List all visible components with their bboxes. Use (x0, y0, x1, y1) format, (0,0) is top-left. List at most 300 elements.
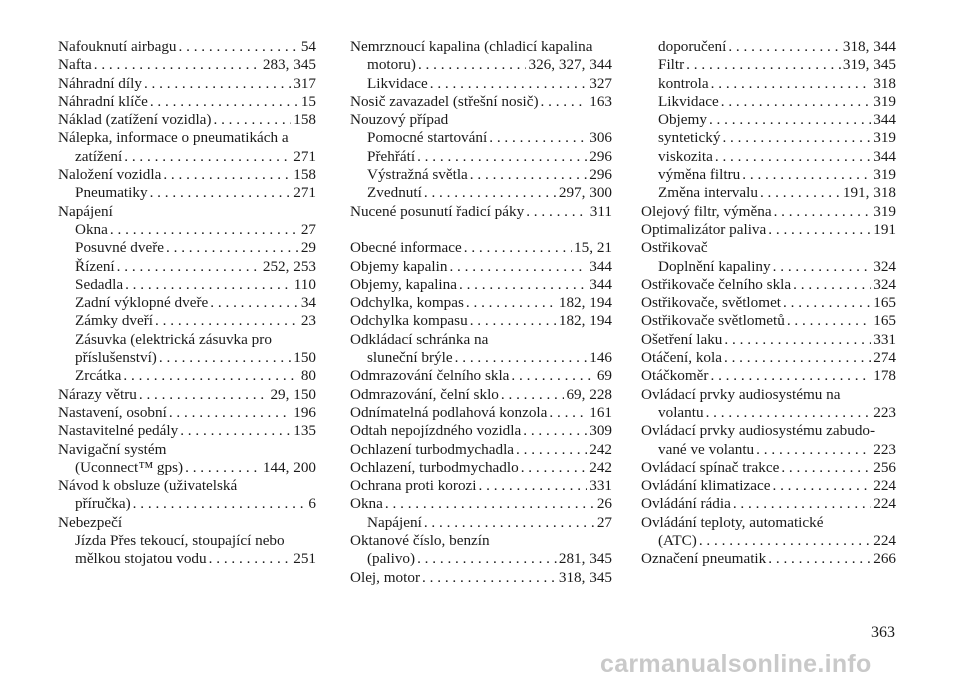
index-entry (58, 75, 316, 93)
index-term: Ošetření laku (641, 330, 723, 348)
index-entry-line (350, 569, 612, 587)
index-page-ref: 224 (873, 532, 896, 550)
dot-leader (787, 312, 871, 330)
dot-leader (742, 166, 871, 184)
index-entry-line (350, 495, 612, 513)
index-term: Ovládací prvky audiosystému na (641, 385, 841, 403)
index-subentry (58, 349, 316, 367)
index-term: Ostřikovače, světlomet (641, 294, 782, 312)
index-entry-line (58, 111, 316, 129)
index-entry (58, 422, 316, 440)
index-entry-continuation (350, 56, 612, 74)
index-term: Jízda Přes tekoucí, stoupající nebo (75, 532, 285, 550)
page-number: 363 (871, 624, 895, 641)
index-entry-line (58, 386, 316, 404)
dot-leader (774, 203, 872, 221)
index-page-ref: 163 (589, 92, 612, 110)
index-term: syntetický (658, 129, 721, 147)
index-page-ref: 223 (873, 440, 896, 458)
index-term: kontrola (658, 74, 709, 92)
index-term: Naložení vozidla (58, 166, 162, 184)
index-entry (350, 294, 612, 312)
index-entry-line (641, 367, 896, 385)
index-term: výměna filtru (658, 166, 741, 184)
index-term: Odmrazování čelního skla (350, 367, 510, 385)
index-page-ref: 158 (293, 166, 316, 184)
index-entry (350, 203, 612, 221)
dot-leader (721, 93, 871, 111)
index-term: motoru) (367, 56, 416, 74)
index-entry (58, 441, 316, 478)
index-entry (350, 312, 612, 330)
dot-leader (133, 495, 307, 513)
index-entry-line (641, 349, 896, 367)
index-page-ref: 331 (589, 477, 612, 495)
dot-leader (466, 294, 557, 312)
index-entry (641, 276, 896, 294)
index-term: Pneumatiky (75, 184, 148, 202)
index-term: (ATC) (658, 532, 697, 550)
index-subentry (58, 367, 316, 385)
index-entry (350, 441, 612, 459)
dot-leader (783, 294, 871, 312)
watermark-logo-text: carmanualsonline.info (600, 650, 872, 678)
dot-leader (180, 422, 291, 440)
index-page-ref: 135 (293, 422, 316, 440)
index-term: zatížení (75, 147, 123, 165)
dot-leader (159, 349, 291, 367)
index-subentry (641, 111, 896, 129)
index-subentry (641, 56, 896, 74)
dot-leader (209, 550, 292, 568)
index-term: Oktanové číslo, benzín (350, 532, 490, 550)
index-entry (641, 550, 896, 568)
index-term: Náhradní díly (58, 74, 142, 92)
dot-leader (125, 276, 292, 294)
index-term: Objemy kapalin (350, 257, 448, 275)
index-subentry (641, 258, 896, 276)
dot-leader (470, 312, 557, 330)
index-entry (641, 148, 896, 166)
index-term: Řízení (75, 257, 115, 275)
dot-leader (417, 550, 557, 568)
index-entry-line (350, 441, 612, 459)
index-page-ref: 274 (873, 349, 896, 367)
index-term: Nárazy větru (58, 385, 137, 403)
index-page-ref: 182, 194 (558, 312, 612, 330)
index-term: Odchylka, kompas (350, 294, 464, 312)
index-entry (58, 111, 316, 129)
index-entry-line (641, 239, 896, 257)
index-term: Okna (350, 495, 383, 513)
index-entry (58, 404, 316, 422)
index-entry-line (350, 203, 612, 221)
dot-leader (213, 111, 291, 129)
index-entry (350, 495, 612, 513)
index-term: (Uconnect™ gps) (75, 458, 184, 476)
index-entry-line (641, 459, 896, 477)
index-term: Náhradní klíče (58, 92, 148, 110)
index-entry (350, 569, 612, 587)
index-subentry (350, 148, 612, 166)
index-entry (58, 203, 316, 221)
index-entry-line (58, 166, 316, 184)
dot-leader (179, 38, 299, 56)
index-entry (641, 514, 896, 551)
index-term: Pomocné startování (367, 129, 488, 147)
index-entry (641, 312, 896, 330)
index-entry (350, 184, 612, 202)
dot-leader (523, 422, 587, 440)
index-page-ref: 69 (596, 367, 612, 385)
index-entry-line (641, 294, 896, 312)
index-page-ref: 297, 300 (558, 184, 612, 202)
index-term: Okna (75, 220, 108, 238)
index-term: Ostřikovače čelního skla (641, 275, 792, 293)
index-entry (58, 312, 316, 330)
index-entry-continuation (58, 459, 316, 477)
dot-leader (470, 166, 587, 184)
index-term: Napájení (58, 202, 113, 220)
index-page-ref: 271 (293, 147, 316, 165)
index-page-ref: 256 (873, 458, 896, 476)
index-entry-line (641, 550, 896, 568)
index-page-ref: 224 (873, 477, 896, 495)
dot-leader (123, 367, 298, 385)
index-entry-line (641, 422, 896, 440)
index-entry (641, 111, 896, 129)
dot-leader (709, 111, 871, 129)
index-entry (58, 184, 316, 202)
index-subentry (350, 184, 612, 202)
index-entry (350, 148, 612, 166)
index-page-ref: 29 (300, 239, 316, 257)
index-entry-line (350, 239, 612, 257)
dot-leader (773, 258, 872, 276)
index-entry-line (58, 514, 316, 532)
index-entry-continuation (641, 441, 896, 459)
index-page-ref: 296 (589, 147, 612, 165)
index-page-ref: 326, 327, 344 (528, 56, 612, 74)
index-term: Zvednutí (367, 184, 422, 202)
index-term: Nemrznoucí kapalina (chladicí kapalina (350, 38, 593, 55)
dot-leader (501, 386, 565, 404)
dot-leader (150, 93, 299, 111)
index-entry (350, 422, 612, 440)
index-entry-line (350, 367, 612, 385)
index-entry (350, 459, 612, 477)
index-page-ref: 146 (589, 349, 612, 367)
dot-leader (756, 441, 871, 459)
index-page-ref: 344 (873, 147, 896, 165)
index-term: Olejový filtr, výměna (641, 202, 772, 220)
index-entry-line (350, 38, 612, 56)
index-entry-line (350, 422, 612, 440)
index-term: Filtr (658, 56, 685, 74)
index-entry-line (58, 422, 316, 440)
index-page-ref: 165 (873, 312, 896, 330)
index-page-ref: 150 (293, 349, 316, 367)
dot-leader (711, 75, 872, 93)
index-page-ref: 281, 345 (558, 550, 612, 568)
dot-leader (117, 258, 261, 276)
index-entry (641, 495, 896, 513)
index-entry (641, 477, 896, 495)
index-term: Ochrana proti korozi (350, 477, 477, 495)
index-term: Sedadla (75, 275, 124, 293)
index-subentry (58, 276, 316, 294)
index-entry (58, 294, 316, 312)
index-term: Navigační systém (58, 440, 167, 458)
index-entry (58, 129, 316, 166)
index-entry-line (350, 111, 612, 129)
index-term: Nálepka, informace o pneumatikách a (58, 129, 289, 147)
index-page-ref: 144, 200 (262, 458, 316, 476)
index-subentry (58, 550, 316, 568)
index-page-ref: 324 (873, 257, 896, 275)
index-term: viskozita (658, 147, 713, 165)
index-entry (58, 331, 316, 368)
index-page-ref: 191 (873, 220, 896, 238)
index-page-ref: 324 (873, 275, 896, 293)
index-page-ref: 317 (293, 74, 316, 92)
index-page-ref: 344 (589, 275, 612, 293)
dot-leader (139, 386, 269, 404)
index-entry (641, 221, 896, 239)
index-term: Přehřátí (367, 147, 416, 165)
index-entry-line (350, 331, 612, 349)
dot-leader (511, 367, 594, 385)
index-entry (641, 38, 896, 56)
index-entry (641, 184, 896, 202)
index-entry (641, 166, 896, 184)
index-entry (350, 111, 612, 129)
dot-leader (144, 75, 291, 93)
index-column-1 (58, 38, 316, 569)
index-term: volantu (658, 403, 704, 421)
index-entry (641, 367, 896, 385)
index-page-ref: 161 (589, 403, 612, 421)
dot-leader (489, 129, 587, 147)
index-term: Odnímatelná podlahová konzola (350, 403, 548, 421)
dot-leader (210, 294, 299, 312)
index-page-ref: 15 (300, 92, 316, 110)
dot-leader (724, 349, 871, 367)
index-term: Ovládání teploty, automatické (641, 513, 824, 531)
dot-leader (521, 459, 588, 477)
index-term: Odtah nepojízdného vozidla (350, 422, 522, 440)
index-entry-line (641, 514, 896, 532)
index-entry-line (641, 203, 896, 221)
dot-leader (706, 404, 872, 422)
index-subentry (58, 532, 316, 550)
index-entry (58, 477, 316, 514)
index-column-2 (350, 38, 612, 587)
index-entry-line (641, 331, 896, 349)
index-entry (350, 129, 612, 147)
index-page-ref: 344 (873, 111, 896, 129)
index-entry (641, 129, 896, 147)
index-page-ref: 23 (300, 312, 316, 330)
index-page-ref: 252, 253 (262, 257, 316, 275)
index-page-ref: 319, 345 (842, 56, 896, 74)
index-entry (58, 386, 316, 404)
dot-leader (541, 93, 588, 111)
index-entry (350, 367, 612, 385)
index-entry (641, 56, 896, 74)
index-entry (350, 38, 612, 75)
index-page-ref: 34 (300, 294, 316, 312)
index-page-ref: 223 (873, 403, 896, 421)
index-entry (350, 386, 612, 404)
index-entry-line (641, 312, 896, 330)
index-term: Odmrazování, čelní sklo (350, 385, 499, 403)
dot-leader (686, 56, 841, 74)
index-subentry (350, 75, 612, 93)
dot-leader (166, 239, 299, 257)
dot-leader (155, 312, 299, 330)
index-entry-line (641, 276, 896, 294)
index-entry-line (350, 93, 612, 111)
index-page-ref: 26 (596, 495, 612, 513)
index-page-ref: 296 (589, 166, 612, 184)
index-subentry (641, 129, 896, 147)
index-entry-continuation (350, 550, 612, 568)
index-page-ref: 318, 344 (842, 38, 896, 55)
index-entry (350, 331, 612, 368)
index-page-ref: 196 (293, 403, 316, 421)
dot-leader (760, 184, 841, 202)
index-term: Odchylka kompasu (350, 312, 468, 330)
index-entry-line (350, 404, 612, 422)
index-entry-continuation (641, 532, 896, 550)
index-subentry (58, 331, 316, 349)
index-term: Výstražná světla (367, 166, 468, 184)
dot-leader (449, 258, 587, 276)
index-entry (58, 221, 316, 239)
dot-leader (430, 75, 587, 93)
index-entry-line (641, 477, 896, 495)
index-term: Likvidace (367, 74, 428, 92)
index-subentry (58, 258, 316, 276)
index-entry-line (58, 56, 316, 74)
index-term: Nosič zavazadel (střešní nosič) (350, 92, 539, 110)
index-page-ref: 178 (873, 367, 896, 385)
index-page-ref: 266 (873, 550, 896, 568)
dot-leader (768, 221, 871, 239)
index-term: Doplnění kapaliny (658, 257, 771, 275)
index-entry (641, 75, 896, 93)
index-entry (58, 239, 316, 257)
index-entry-continuation (350, 349, 612, 367)
dot-leader (793, 276, 871, 294)
index-entry-line (350, 276, 612, 294)
index-term: Ochlazení, turbodmychadlo (350, 458, 519, 476)
index-term: Ovládací spínač trakce (641, 458, 780, 476)
index-entry-line (350, 532, 612, 550)
index-subentry (641, 93, 896, 111)
dot-leader (549, 404, 587, 422)
dot-leader (728, 38, 841, 56)
index-term: Odkládací schránka na (350, 330, 489, 348)
index-entry-line (350, 258, 612, 276)
index-entry (350, 239, 612, 257)
dot-leader (699, 532, 871, 550)
index-term: Olej, motor (350, 568, 421, 586)
index-term: Zrcátka (75, 367, 122, 385)
index-entry (350, 514, 612, 532)
index-term: Zásuvka (elektrická zásuvka pro (75, 330, 272, 348)
index-page-ref: 251 (293, 550, 316, 568)
index-page-ref: 15, 21 (574, 239, 612, 257)
index-page-ref: 69, 228 (566, 385, 612, 403)
dot-leader (724, 331, 871, 349)
index-entry (641, 386, 896, 423)
dot-leader (163, 166, 291, 184)
index-term: Zadní výklopné dveře (75, 294, 209, 312)
index-entry (641, 459, 896, 477)
index-entry-line (350, 312, 612, 330)
index-entry-line (58, 203, 316, 221)
dot-leader (424, 184, 557, 202)
index-entry (350, 477, 612, 495)
index-subentry (58, 312, 316, 330)
dot-leader (768, 550, 871, 568)
index-page-ref: 319 (873, 202, 896, 220)
index-page-ref: 306 (589, 129, 612, 147)
index-entry (58, 367, 316, 385)
index-term: Nucené posunutí řadicí páky (350, 202, 525, 220)
index-entry-continuation (641, 404, 896, 422)
dot-leader (459, 276, 587, 294)
index-term: Zámky dveří (75, 312, 154, 330)
index-entry (641, 239, 896, 257)
index-entry-line (58, 75, 316, 93)
index-subentry (641, 75, 896, 93)
index-page-ref: 319 (873, 92, 896, 110)
dot-leader (417, 148, 587, 166)
index-page-ref: 182, 194 (558, 294, 612, 312)
index-term: vané ve volantu (658, 440, 755, 458)
index-entry (58, 38, 316, 56)
index-entry (58, 258, 316, 276)
index-term: Otáčení, kola (641, 349, 722, 367)
index-entry (58, 532, 316, 569)
index-page-ref: 242 (589, 440, 612, 458)
dot-leader (479, 477, 588, 495)
index-page-ref: 158 (293, 111, 316, 129)
dot-leader (464, 239, 572, 257)
index-page-ref: 165 (873, 294, 896, 312)
index-subentry (58, 294, 316, 312)
index-entry (58, 514, 316, 532)
index-term: Otáčkoměr (641, 367, 709, 385)
index-entry (350, 258, 612, 276)
index-page-ref: 29, 150 (270, 385, 316, 403)
index-term: (palivo) (367, 550, 416, 568)
index-term: Náklad (zatížení vozidla) (58, 111, 212, 129)
index-entry (58, 56, 316, 74)
dot-leader (781, 459, 871, 477)
index-term: Ovládací prvky audiosystému zabudo- (641, 422, 876, 440)
index-page-ref: 27 (596, 513, 612, 531)
index-page-ref: 311 (589, 202, 612, 220)
index-entry-line (58, 404, 316, 422)
index-term: Nastavení, osobní (58, 403, 167, 421)
index-entry (641, 294, 896, 312)
index-page-ref: 6 (308, 495, 316, 513)
dot-leader (185, 459, 261, 477)
